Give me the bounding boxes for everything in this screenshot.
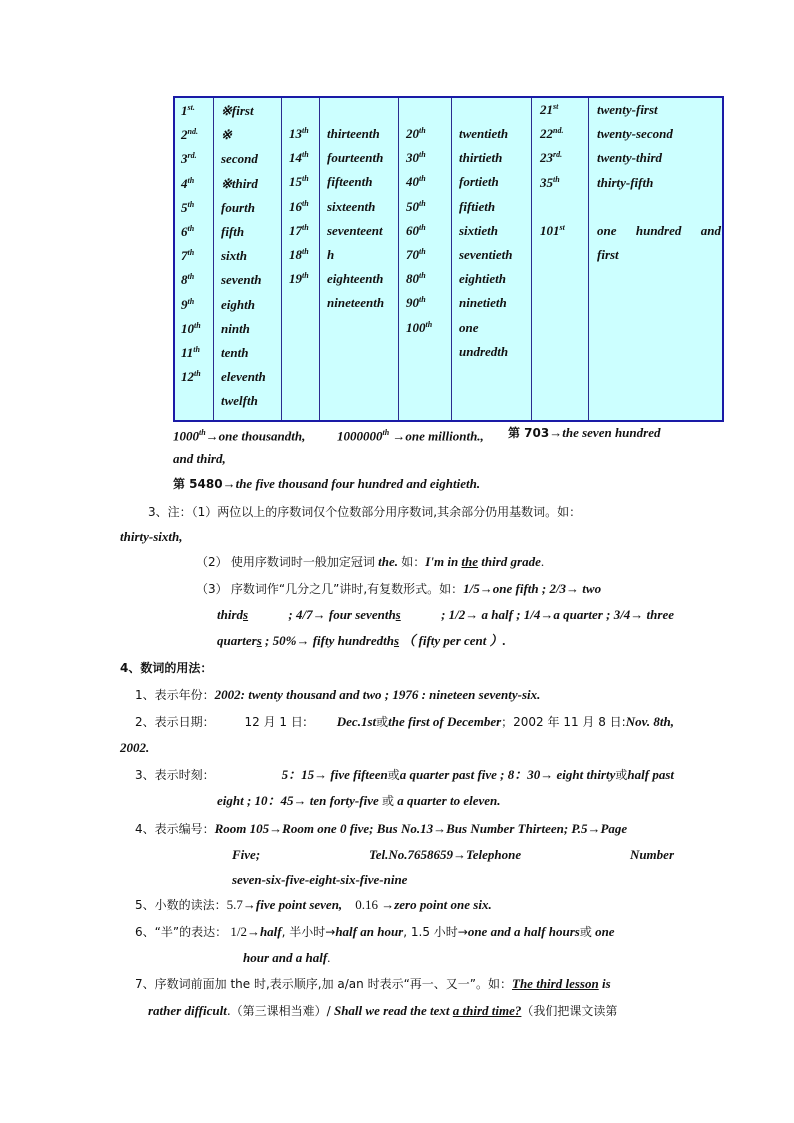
table-col-6 — [452, 98, 532, 420]
ordinal-word: ninetieth — [459, 295, 507, 311]
ordinal-word: fifth — [221, 224, 245, 240]
ordinal-number: 10th — [181, 320, 201, 336]
ordinal-word-part: hundred — [635, 223, 682, 238]
ordinal-word: sixtieth — [459, 222, 499, 238]
text-five-thousand: →the five thousand four hundred and eightieth. — [222, 476, 481, 491]
ordinal-number: 9th — [181, 296, 195, 312]
ordinal-article-line2 — [148, 1003, 617, 1019]
w-s: s — [243, 607, 249, 622]
table-col-3 — [282, 98, 320, 420]
word-the: the. — [378, 554, 399, 569]
ordinal-word: tenth — [221, 345, 249, 361]
frac-thirds — [217, 607, 248, 623]
half-cn-1-5: , 1.5 小时→ — [403, 925, 468, 939]
ordinal-number: 8th — [181, 272, 195, 288]
ordinal-word: fortieth — [459, 174, 499, 190]
number-line3: seven-six-five-eight-six-five-nine — [232, 872, 408, 887]
ordinal-number: 12th — [181, 369, 201, 385]
half-an-hour: half an hour — [335, 924, 404, 939]
ordinal-number: 11th — [181, 345, 200, 361]
ex-the: the — [461, 554, 479, 569]
or-word: 或 — [615, 768, 628, 782]
ordinal-number: 14th — [289, 150, 309, 166]
number-word: Number — [629, 847, 674, 862]
ex-im-in: I'm in — [425, 554, 459, 569]
ordinal-word: thirteenth — [327, 126, 380, 141]
ordinal-number: 35th — [540, 174, 560, 190]
table-col-5 — [399, 98, 452, 420]
number-room: Room 105→Room one 0 five; Bus No.13→Bus Number Thirteen; P.5→Page — [214, 821, 628, 836]
note3-item3 — [196, 581, 601, 597]
ordinal-number: 19th — [289, 271, 309, 287]
five-thousand-line — [173, 476, 480, 492]
table-col-8 — [589, 98, 724, 420]
half-word: half — [259, 924, 282, 939]
ordinal-word: fifteenth — [327, 174, 373, 190]
label-decimal: 5、小数的读法： — [135, 898, 227, 912]
word-is: is — [601, 976, 611, 991]
sup-th: th — [382, 428, 390, 437]
hour-and-a-half: hour and a half — [243, 950, 328, 965]
ordinal-word: thirty-fifth — [597, 174, 654, 190]
ordinal-word: eighth — [221, 296, 255, 312]
number-tel: Tel.No.7658659→Telephone — [368, 847, 522, 862]
time-examples-line1 — [282, 767, 674, 783]
item-ordinal-article — [135, 976, 611, 992]
ordinal-word: twenty-first — [597, 102, 658, 117]
seven-hundred-line — [508, 425, 660, 441]
ordinal-word: ninth — [221, 320, 250, 336]
the-third-lesson: The third lesson — [512, 976, 599, 991]
table-col-1 — [175, 98, 214, 420]
w-s: s — [395, 607, 401, 622]
text-1000000: 1000000 — [337, 428, 383, 444]
text-one-millionth: →one millionth., — [392, 428, 484, 444]
w-quarter: quarter — [217, 633, 257, 648]
a-third-time: a third time? — [452, 1003, 522, 1018]
ordinal-number: 17th — [289, 222, 309, 238]
thousandth-line — [173, 425, 305, 444]
note3-fractions-line2 — [217, 607, 674, 623]
or-word: 或 — [579, 925, 592, 939]
ordinal-word: thirtieth — [459, 150, 503, 166]
ordinal-word: eleventh — [221, 369, 266, 385]
item-decimal — [135, 897, 492, 913]
rather-difficult: rather difficult — [148, 1003, 227, 1018]
ordinal-number: 18th — [289, 247, 309, 263]
ordinal-number: 90th — [406, 295, 426, 311]
sup-th: th — [199, 428, 206, 437]
ordinal-word: nineteenth — [327, 295, 385, 311]
table-col-4 — [320, 98, 399, 420]
label-time: 3、表示时刻： — [135, 768, 215, 782]
ordinal-word: seventeent — [327, 222, 383, 238]
time-ten-forty-five: eight ; 10：45→ ten forty-five — [217, 793, 379, 808]
ordinal-number: 4th — [181, 175, 195, 191]
millionth-line — [337, 425, 484, 444]
or-word: 或 — [387, 768, 400, 782]
ordinal-number: 70th — [406, 247, 426, 263]
label-half: 6、“半”的表达： — [135, 925, 228, 939]
ordinal-article-text: 7、序数词前面加 the 时,表示顺序,加 a/an 时表示“再一、又一”。如： — [135, 977, 513, 991]
or-word: 或 — [376, 715, 389, 729]
date-cn-nov8: ；2002 年 11 月 8 日: — [501, 715, 626, 729]
note3-thirty-sixth: thirty-sixth, — [120, 529, 183, 544]
ordinal-word: ※first — [221, 103, 254, 118]
ordinal-number: $22^{nd.}$ — [540, 126, 564, 142]
ordinal-number: $2^{nd.}$ — [181, 127, 198, 143]
or-word: 或 — [382, 794, 395, 808]
half-one: one — [595, 924, 615, 939]
label-date: 2、表示日期： — [135, 715, 215, 729]
ordinal-word: twenty-second — [597, 126, 673, 142]
date-dec1st: Dec.1st — [336, 714, 377, 729]
w-third: third — [217, 607, 244, 622]
half-line2 — [243, 950, 330, 966]
ordinal-word-one-hundred — [597, 219, 721, 243]
ordinal-number: 6th — [181, 224, 195, 240]
ordinal-word: fourth — [221, 199, 255, 215]
ordinal-number: $23^{rd.}$ — [540, 150, 563, 166]
ordinal-word: first — [597, 247, 619, 263]
ordinal-number: 100th — [406, 319, 433, 335]
w-seventh: ; 4/7→ four seventh — [288, 607, 396, 622]
ordinal-number: 40th — [406, 174, 426, 190]
section4-heading: 4、数词的用法： — [120, 661, 213, 675]
ordinal-number: $3^{rd.}$ — [181, 151, 197, 167]
ordinal-number: 20th — [406, 126, 426, 141]
w-per-cent: （ fifty per cent ）. — [402, 633, 506, 648]
ordinal-number: 50th — [406, 198, 426, 214]
ordinal-number: 16th — [289, 198, 309, 214]
date-examples — [337, 714, 674, 730]
num-2: （2） — [196, 555, 228, 569]
half-1-2: 1/2→ — [230, 924, 260, 939]
time-five-fifteen: 5：15→ five fifteen — [281, 767, 388, 782]
frac-sevenths — [288, 607, 400, 623]
item-time — [135, 767, 674, 783]
ordinal-word: one — [459, 319, 479, 335]
label-number: 4、表示编号： — [135, 822, 215, 836]
date-nov8th: Nov. 8th, — [625, 714, 674, 729]
year-examples: 2002: twenty thousand and two ; 1976 : nineteen seventy-six. — [214, 687, 541, 702]
cn-read-text: （我们把课文读第 — [521, 1004, 618, 1018]
number-five: Five; — [232, 847, 261, 862]
ordinal-word: fiftieth — [459, 198, 496, 214]
note3-line1: 3、注：（1）两位以上的序数词仅个位数部分用序数词,其余部分仍用基数词。如： — [148, 505, 582, 519]
ordinal-word: ※third — [221, 175, 258, 191]
w-s: s — [393, 633, 400, 648]
ordinal-word: seventieth — [459, 247, 513, 263]
item-year — [135, 687, 540, 703]
text-1000: 1000 — [173, 428, 199, 444]
text-5480: 第 5480 — [173, 477, 223, 491]
period: . — [540, 554, 545, 569]
ex-third-grade: third grade — [481, 554, 541, 569]
decimal-0-16: 0.16 → — [355, 897, 395, 912]
ordinal-number: 7th — [181, 248, 195, 264]
ordinal-number: 5th — [181, 199, 195, 215]
ordinal-word: fourteenth — [327, 150, 384, 166]
ru-label: 如： — [401, 555, 426, 569]
ordinal-number: 30th — [406, 150, 426, 166]
one-and-a-half: one and a half hours — [467, 924, 580, 939]
date-cn-dec1: 12 月 1 日: — [244, 715, 307, 729]
ordinal-word: undredth — [459, 343, 509, 359]
ordinal-word: ※ — [221, 127, 232, 143]
decimal-zero-point: zero point one six. — [394, 897, 492, 912]
shall-we-read: Shall we read the text — [333, 1003, 450, 1018]
ordinal-word-part: one — [597, 223, 617, 238]
ordinal-word: second — [221, 151, 258, 167]
note3-item2 — [196, 554, 544, 570]
w-s: s — [256, 633, 262, 648]
ordinal-number: 101st — [540, 223, 565, 238]
label-year: 1、表示年份： — [135, 688, 215, 702]
date-2002: 2002. — [120, 740, 150, 755]
ordinal-word: twenty-third — [597, 150, 663, 166]
ordinal-word: h — [327, 247, 335, 263]
ordinal-table — [173, 96, 724, 422]
table-col-7 — [532, 98, 589, 420]
decimal-5-7: 5.7→ — [226, 897, 256, 912]
ordinal-number: 15th — [289, 174, 309, 190]
cn-third-lesson: .（第三课相当难）/ — [226, 1004, 331, 1018]
num-3: （3） — [196, 582, 228, 596]
and-third-line: and third, — [173, 451, 226, 466]
note3-item2-text: 使用序数词时一般加定冠词 — [230, 555, 375, 569]
w-hundredth: ; 50%→ fifty hundredth — [261, 633, 394, 648]
ordinal-number: $1^{st.}$ — [181, 103, 195, 118]
ordinal-word: twentieth — [459, 126, 509, 141]
date-first-of-december: the first of December — [388, 714, 502, 729]
half-cn-half-hour: , 半小时→ — [281, 925, 336, 939]
note3-fractions-line3 — [217, 633, 506, 649]
ordinal-number: 80th — [406, 271, 426, 287]
time-half-past: half past — [627, 767, 674, 782]
ordinal-word: sixteenth — [327, 198, 376, 214]
ordinal-number: 60th — [406, 222, 426, 238]
item-half — [135, 924, 615, 940]
item-number — [135, 821, 627, 837]
time-line2 — [217, 793, 501, 809]
ordinal-word: twelfth — [221, 393, 258, 409]
ordinal-word: seventh — [221, 272, 262, 288]
time-quarter-to-eleven: a quarter to eleven. — [397, 793, 501, 808]
table-col-2 — [214, 98, 282, 420]
text-seven-hundred: →the seven hundred — [549, 425, 661, 440]
ordinal-word: sixth — [221, 248, 248, 264]
ordinal-word-part: and — [700, 223, 721, 238]
decimal-five-point-seven: five point seven, — [255, 897, 343, 912]
ordinal-word: eightieth — [459, 271, 506, 287]
time-quarter-past: a quarter past five ; 8：30→ eight thirty — [399, 767, 616, 782]
ordinal-word: eighteenth — [327, 271, 384, 287]
ex-one-fifth: 1/5→one fifth ; 2/3→ two — [463, 581, 602, 596]
text-703: 第 703 — [508, 426, 550, 440]
period: . — [327, 950, 331, 965]
frac-rest: ; 1/2→ a half ; 1/4→a quarter ; 3/4→ three — [441, 607, 674, 622]
item-date — [135, 714, 674, 730]
note3-item3-text: 序数词作“几分之几”讲时,有复数形式。如： — [230, 582, 464, 596]
text-one-thousandth: →one thousandth, — [205, 428, 306, 444]
number-line2 — [232, 847, 674, 863]
ordinal-number: 21st — [540, 102, 559, 117]
ordinal-number: 13th — [289, 126, 309, 141]
